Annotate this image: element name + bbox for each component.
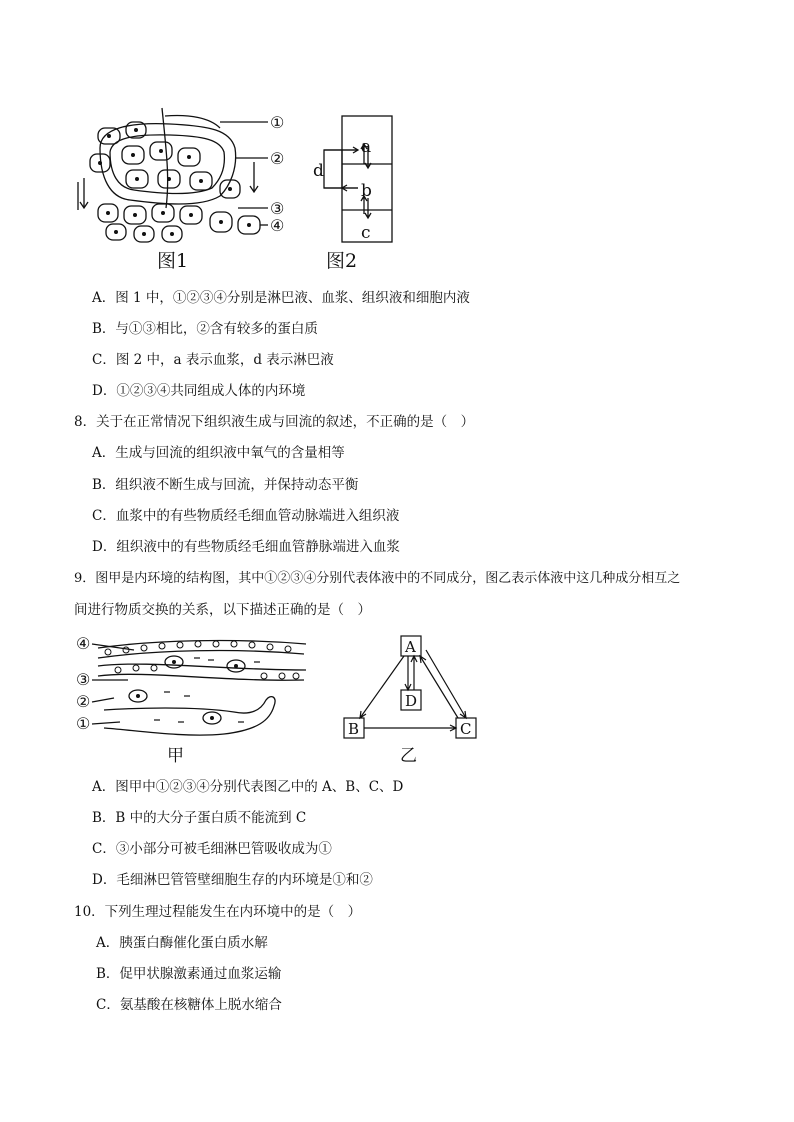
fig1-caption: 图1: [157, 250, 189, 272]
jia-caption: 甲: [167, 746, 184, 766]
fig2-label-a: a: [361, 137, 372, 157]
q8-option-c: C．血浆中的有些物质经毛细血管动脉端进入组织液: [92, 508, 400, 524]
q7-option-a: A．图 1 中，①②③④分别是淋巴液、血浆、组织液和细胞内液: [92, 290, 470, 306]
q9-stem-line-2: 间进行物质交换的关系，以下描述正确的是（ ）: [74, 602, 371, 618]
yi-caption: 乙: [400, 746, 417, 766]
fig2-label-d: d: [313, 161, 324, 181]
q9-option-d: D．毛细淋巴管管壁细胞生存的内环境是①和②: [92, 872, 373, 888]
fig2-label-b: b: [361, 181, 372, 201]
q9-stem-line-1: 9．图甲是内环境的结构图，其中①②③④分别代表体液中的不同成分，图乙表示体液中这几种成分相互之: [74, 571, 681, 586]
fig2-caption: 图2: [326, 250, 358, 272]
q7-option-c: C．图 2 中，a 表示血浆，d 表示淋巴液: [92, 352, 334, 368]
jia-label-2: ②: [76, 692, 91, 711]
q10-option-a: A．胰蛋白酶催化蛋白质水解: [96, 935, 268, 951]
q9-option-a: A．图甲中①②③④分别代表图乙中的 A、B、C、D: [92, 779, 404, 795]
jia-label-1: ①: [76, 714, 91, 733]
q8-option-b: B．组织液不断生成与回流，并保持动态平衡: [92, 477, 359, 493]
q8-option-a: A．生成与回流的组织液中氧气的含量相等: [92, 445, 345, 461]
q8-stem: 8．关于在正常情况下组织液生成与回流的叙述，不正确的是（ ）: [74, 414, 475, 430]
yi-node-b: B: [348, 720, 360, 738]
jia-label-4: ④: [76, 634, 91, 653]
fig2-label-c: c: [361, 223, 371, 243]
q10-option-c: C．氨基酸在核糖体上脱水缩合: [96, 997, 282, 1013]
fig1-label-1: ①: [270, 113, 285, 132]
figure-jia-internal-environment: [74, 630, 314, 740]
q7-option-b: B．与①③相比，②含有较多的蛋白质: [92, 321, 318, 337]
yi-node-d: D: [405, 692, 418, 710]
q9-option-c: C．③小部分可被毛细淋巴管吸收成为①: [92, 841, 332, 857]
jia-label-3: ③: [76, 670, 91, 689]
figure-yi-exchange-diagram: [340, 632, 490, 742]
yi-node-a: A: [405, 638, 416, 656]
q10-option-b: B．促甲状腺激素通过血浆运输: [96, 966, 282, 982]
q7-option-d: D．①②③④共同组成人体的内环境: [92, 383, 306, 399]
q9-option-b: B．B 中的大分子蛋白质不能流到 C: [92, 810, 307, 826]
q10-stem: 10．下列生理过程能发生在内环境中的是（ ）: [74, 904, 362, 920]
fig1-label-4: ④: [270, 216, 285, 235]
fig1-label-3: ③: [270, 199, 285, 218]
yi-node-c: C: [460, 720, 472, 738]
figure-2-block-diagram: [310, 114, 400, 246]
figure-1-tissue-diagram: [70, 108, 300, 248]
q8-option-d: D．组织液中的有些物质经毛细血管静脉端进入血浆: [92, 539, 400, 555]
fig1-label-2: ②: [270, 149, 285, 168]
